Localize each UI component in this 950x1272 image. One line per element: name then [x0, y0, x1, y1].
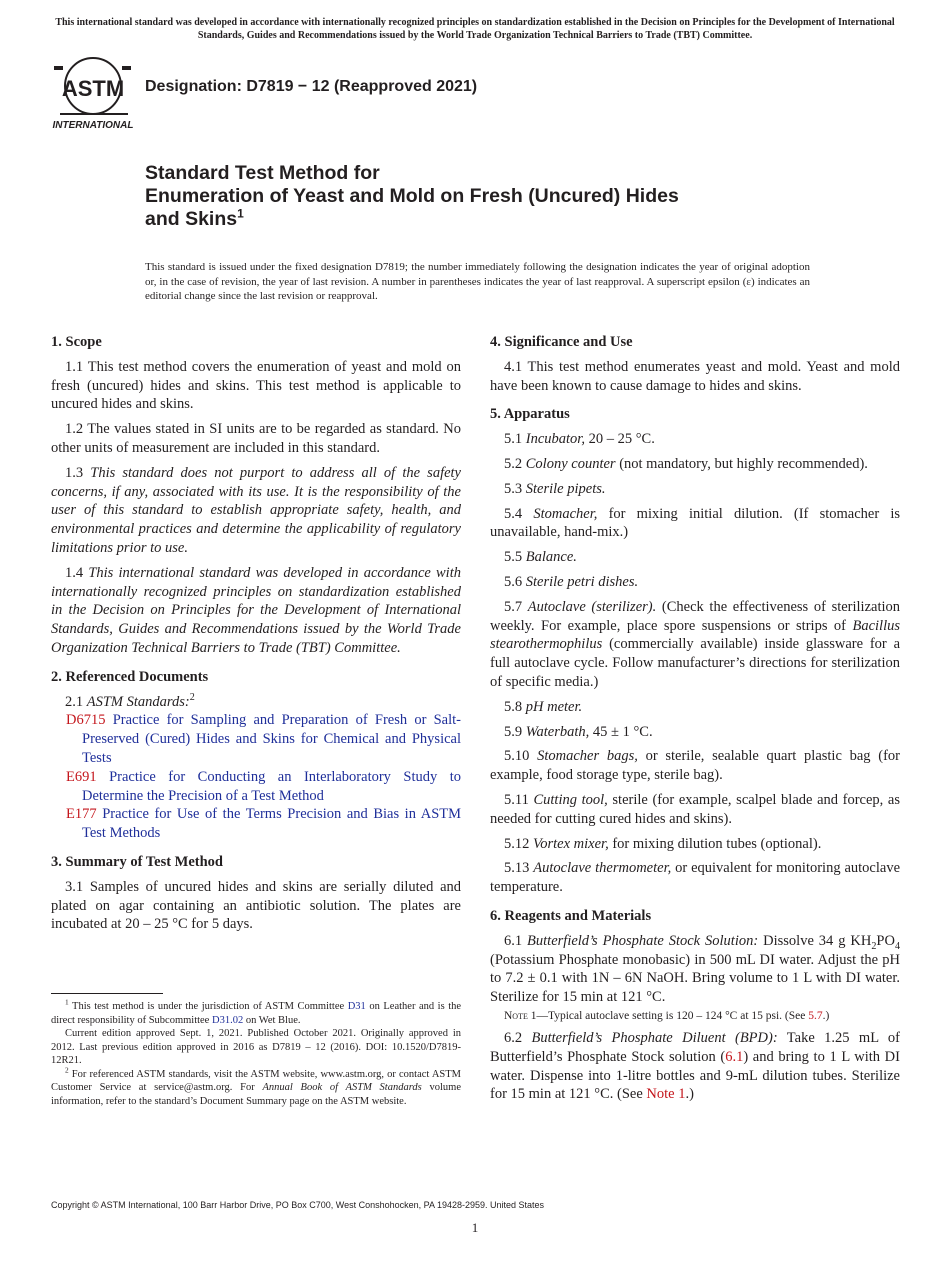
section-heading: 2. Referenced Documents — [51, 668, 209, 685]
section-heading: 3. Summary of Test Method — [51, 853, 223, 870]
note-1: Note 1—Typical autoclave setting is 120 – 124 °C at 15 psi. (See 5.7.) — [504, 1009, 830, 1022]
reference-link-d6715[interactable]: D6715 Practice for Sampling and Preparation of Fresh or Salt-Preserved (Cured) Hides and Skins for Chemical and Physical Tests — [66, 712, 461, 766]
apparatus-item: 5.1 Incubator, 20 – 25 °C. — [504, 431, 655, 448]
footnote-1-edition: Current edition approved Sept. 1, 2021. Published October 2021. Originally approved in 2012. Last previous edition approved in 2016 as D7819 – 12 (2016). DOI: 10.1520/D7819-12R21. — [51, 1028, 461, 1066]
title-footnote-mark: 1 — [237, 206, 244, 221]
left-column — [51, 333, 461, 944]
apparatus-item: 5.3 Sterile pipets. — [504, 480, 606, 497]
footnote-2: $^2$ For referenced ASTM standards, visit the ASTM website, www.astm.org, or contact ASTM Customer Service at service@astm.org. For Annual Book of ASTM Standards volume information, refer to the standard’s Document Summary page on the ASTM website. — [51, 1065, 462, 1107]
apparatus-item: 5.12 Vortex mixer, for mixing dilution tubes (optional). — [504, 835, 822, 852]
apparatus-item: 5.6 Sterile petri dishes. — [504, 573, 639, 590]
link-6-1[interactable]: 6.1 — [725, 1048, 744, 1065]
section-reagents — [490, 907, 900, 1104]
copyright-line: Copyright © ASTM International, 100 Barr Harbor Drive, PO Box C700, West Conshohocken, PA 19428-2959. United States — [51, 1200, 545, 1210]
paragraph: 3.1 Samples of uncured hides and skins are serially diluted and plated on agar containing an antibiotic solution. The plates are incubated at 20 – 25 °C for 5 days. — [51, 878, 461, 933]
logo-subtext: INTERNATIONAL — [52, 120, 134, 131]
apparatus-item: 5.13 Autoclave thermometer, or equivalent for monitoring autoclave temperature. — [490, 860, 901, 896]
link-d31-02[interactable]: D31.02 — [211, 1014, 244, 1026]
apparatus-item: 5.4 Stomacher, for mixing initial dilution. (If stomacher is unavailable, hand-mix.) — [490, 505, 901, 541]
section-heading: 1. Scope — [51, 334, 102, 350]
footnote-1: $^1$ This test method is under the jurisdiction of ASTM Committee D31 on Leather and is the direct responsibility of Subcommittee D31.02 on Wet Blue. — [51, 997, 462, 1026]
title-line-3: and Skins — [145, 208, 238, 230]
apparatus-item: 5.8 pH meter. — [504, 698, 583, 715]
top-notice: This international standard was developed in accordance with internationally recognized principles on standardization established in the Decision on Principles for the Development of International Standards, Guides and Recommendations issued by the World Trade Organization Technical Barriers to Trade (TBT) Committee. — [55, 17, 895, 41]
apparatus-item: 5.2 Colony counter (not mandatory, but highly recommended). — [504, 455, 868, 472]
link-d31[interactable]: D31 — [347, 1001, 366, 1012]
section-summary — [51, 853, 461, 934]
footnotes — [51, 997, 462, 1108]
astm-logo — [52, 56, 134, 132]
footnote-divider — [51, 993, 163, 994]
reference-link-e177[interactable]: E177 Practice for Use of the Terms Precision and Bias in ASTM Test Methods — [66, 806, 462, 842]
paragraph: 4.1 This test method enumerates yeast and mold. Yeast and mold have been known to cause damage to hides and skins. — [490, 358, 900, 394]
section-heading: 5. Apparatus — [490, 406, 570, 423]
title-line-2: Enumeration of Yeast and Mold on Fresh (Uncured) Hides — [145, 185, 679, 207]
paragraph: 1.4 This international standard was developed in accordance with internationally recognized principles on standardization established in the Decision on Principles for the Development of International Standards, Guides and Recommendations issued by the World Trade Organization Technical Barriers to Trade (TBT) Committee. — [51, 564, 461, 656]
paragraph: 2.1 ASTM Standards:$^2$ — [65, 691, 195, 710]
paragraph: 6.2 Butterfield’s Phosphate Diluent (BPD): Take 1.25 mL of Butterfield’s Phosphate Stock solution (6.1) and bring to 1 L with DI water. Dispense into 1-litre bottles and 9-mL dilution tubes. Sterilize for 15 min at 121 °C. (See Note 1.) — [490, 1029, 900, 1103]
section-referenced-documents — [51, 668, 461, 843]
section-significance — [490, 333, 900, 395]
title-line-1: Standard Test Method for — [145, 162, 380, 184]
reference-link-e691[interactable]: E691 Practice for Conducting an Interlaboratory Study to Determine the Precision of a Test Method — [66, 768, 462, 804]
logo-text: ASTM — [61, 76, 125, 101]
link-5-7[interactable]: 5.7 — [808, 1009, 823, 1022]
apparatus-item: 5.9 Waterbath, 45 ± 1 °C. — [504, 723, 653, 740]
section-scope — [51, 333, 461, 658]
section-heading: 6. Reagents and Materials — [490, 907, 652, 924]
section-apparatus — [490, 405, 900, 897]
designation: Designation: D7819 − 12 (Reapproved 2021) — [145, 78, 478, 95]
document-title — [145, 162, 679, 231]
right-column — [490, 333, 900, 1114]
paragraph: 1.2 The values stated in SI units are to be regarded as standard. No other units of measurement are included in this standard. — [51, 421, 461, 456]
section-heading: 4. Significance and Use — [490, 334, 633, 350]
page-number: 1 — [471, 1220, 479, 1235]
apparatus-item: 5.11 Cutting tool, sterile (for example, scalpel blade and forcep, as needed for cutting cured hides and skins). — [490, 791, 900, 827]
apparatus-item: 5.7 Autoclave (sterilizer). (Check the effectiveness of sterilization weekly. For example, place spore suspensions or strips of Bacillus stearothermophilus (commercially available) inside glassware for a full autoclave cycle. Follow manufacturer’s directions for sterilization of specific media.) — [490, 598, 901, 690]
paragraph: 6.1 Butterfield’s Phosphate Stock Solution: Dissolve 34 g $KH_2PO_4$ (Potassium Phosphate monobasic) in 500 mL DI water. Adjust the pH to 7.2 ± 0.1 with 1N – 6N NaOH. Bring volume to 1 L with DI water. Sterilize for 15 min at 121 °C. — [490, 932, 900, 1006]
intro-paragraph: This standard is issued under the fixed designation D7819; the number immediately following the designation indicates the year of original adoption or, in the case of revision, the year of last revision. A number in parentheses indicates the year of last reapproval. A superscript epsilon (ε) indicates an editorial change since the last revision or reapproval. — [145, 261, 810, 302]
link-note-1[interactable]: Note 1 — [646, 1086, 686, 1103]
apparatus-item: 5.10 Stomacher bags, or sterile, sealable quart plastic bag (for example, food storage type, sterile bag). — [490, 748, 900, 784]
paragraph: 1.1 This test method covers the enumeration of yeast and mold on fresh (uncured) hides and skins. This test method is applicable to uncured hides and skins. — [51, 358, 461, 413]
apparatus-item: 5.5 Balance. — [504, 549, 577, 566]
paragraph: 1.3 This standard does not purport to address all of the safety concerns, if any, associated with its use. It is the responsibility of the user of this standard to establish appropriate safety, health, and environmental practices and determine the applicability of regulatory limitations prior to use. — [51, 464, 461, 556]
